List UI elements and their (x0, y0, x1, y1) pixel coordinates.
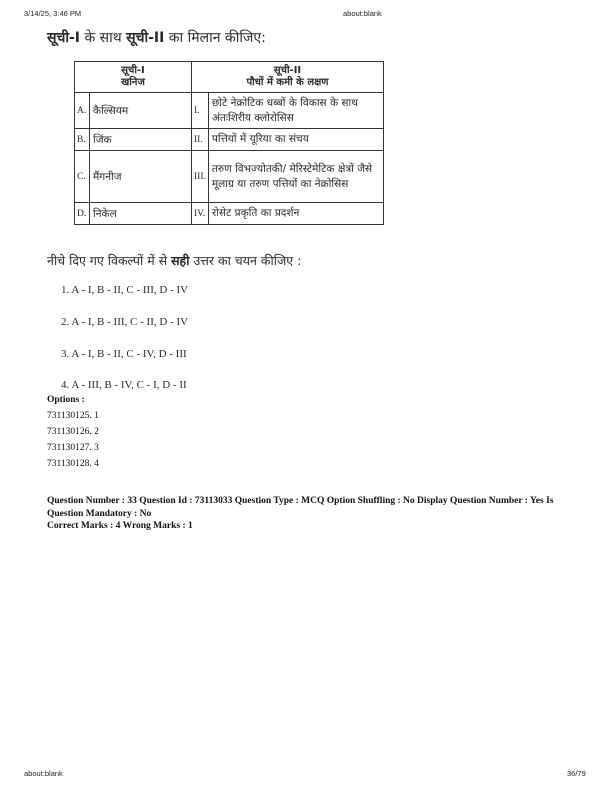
row-i-index: I. (192, 93, 209, 129)
option-id: 731130127. 3 (47, 443, 99, 453)
title-connector: के साथ (80, 30, 127, 46)
col1-header-subtitle: खनिज (121, 77, 145, 88)
row-iv-index: IV. (192, 203, 209, 225)
row-b-index: B. (75, 129, 90, 151)
title-list1: सूची-I (47, 30, 80, 46)
row-d-index: D. (75, 203, 90, 225)
option-id: 731130128. 4 (47, 459, 99, 469)
instruction-emphasis: सही (171, 253, 190, 268)
options-label: Options : (47, 395, 85, 405)
row-ii-symptom: पत्तियों में यूरिया का संचय (208, 129, 383, 151)
col1-header (75, 62, 192, 93)
answer-choice-2: 2. A - I, B - III, C - II, D - IV (61, 316, 189, 328)
row-c-mineral: मैंगनीज (90, 151, 192, 203)
row-c-index: C. (75, 151, 90, 203)
row-iv-symptom: रोसेट प्रकृति का प्रदर्शन (208, 203, 383, 225)
print-footer-url: about:blank (24, 769, 63, 778)
col1-header-title: सूची-I (121, 65, 145, 76)
matching-table (74, 61, 384, 225)
table-header-row (75, 62, 384, 93)
table-row (75, 129, 384, 151)
option-id: 731130125. 1 (47, 411, 99, 421)
row-iii-symptom: तरुण विभज्योतकी/ मेरिस्टेमेटिक क्षेत्रों जैसे मूलाग्र या तरुण पत्तियों का नेक्रोसिस (208, 151, 383, 203)
row-d-mineral: निकेल (90, 203, 192, 225)
row-a-mineral: कैल्सियम (90, 93, 192, 129)
instruction-text-1: नीचे दिए गए विकल्पों में से (47, 253, 172, 268)
table-row (75, 203, 384, 225)
table-row (75, 93, 384, 129)
row-a-index: A. (75, 93, 90, 129)
option-id: 731130126. 2 (47, 427, 99, 437)
title-list2: सूची-II (126, 30, 165, 46)
row-iii-index: III. (192, 151, 209, 203)
row-i-symptom: छोटे नेक्रोटिक धब्बों के विकास के साथ अंतःशिरीय क्लोरोसिस (208, 93, 383, 129)
page-number: 36/79 (567, 769, 586, 778)
print-datetime: 3/14/25, 3:46 PM (24, 9, 82, 18)
answer-choice-4: 4. A - III, B - IV, C - I, D - II (61, 379, 187, 391)
answer-choice-1: 1. A - I, B - II, C - III, D - IV (61, 284, 189, 296)
answer-choice-3: 3. A - I, B - II, C - IV, D - III (61, 348, 187, 360)
question-title (47, 28, 266, 47)
col2-header (192, 62, 384, 93)
marks-line: Correct Marks : 4 Wrong Marks : 1 (47, 521, 193, 531)
col2-header-subtitle: पौधों में कमी के लक्षण (246, 77, 329, 88)
next-question-info (47, 495, 577, 533)
instruction-text-2: उत्तर का चयन कीजिए : (189, 253, 302, 268)
title-instruction: का मिलान कीजिए: (164, 30, 266, 46)
table-row (75, 151, 384, 203)
col2-header-title: सूची-II (273, 65, 302, 76)
question-meta-line: Question Number : 33 Question Id : 73113033 Question Type : MCQ Option Shuffling : No Display Question Number : Yes Is Question Mandatory : No (47, 496, 554, 519)
row-ii-index: II. (192, 129, 209, 151)
answer-instruction (47, 252, 301, 269)
print-header-url: about:blank (343, 9, 382, 18)
row-b-mineral: जिंक (90, 129, 192, 151)
